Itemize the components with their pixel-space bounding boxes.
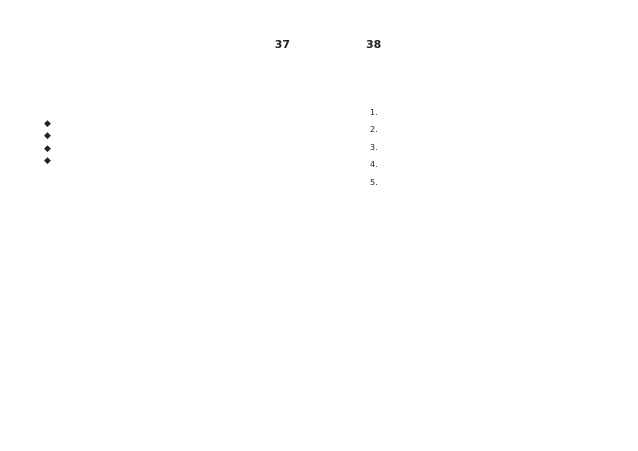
right-numbered-list bbox=[346, 107, 614, 189]
left-paragraph-2 bbox=[24, 79, 292, 91]
right-page-body bbox=[346, 66, 614, 232]
right-paragraph-5 bbox=[346, 207, 614, 219]
list-number: 5. bbox=[370, 177, 378, 187]
left-bullet-item-3 bbox=[44, 143, 292, 155]
left-paragraph-3 bbox=[24, 92, 292, 104]
right-paragraph-3 bbox=[346, 92, 614, 104]
list-number: 4. bbox=[370, 160, 378, 170]
left-page-header bbox=[24, 38, 292, 56]
right-list-item-4 bbox=[370, 159, 614, 171]
right-list-item-2 bbox=[370, 124, 614, 136]
right-page bbox=[346, 38, 614, 438]
left-bullet-item-2 bbox=[44, 130, 292, 142]
right-page-header bbox=[346, 38, 614, 56]
list-number: 2. bbox=[370, 125, 378, 135]
left-paragraph-1 bbox=[24, 66, 292, 78]
right-paragraph-4 bbox=[346, 194, 614, 206]
left-paragraph-5 bbox=[24, 168, 292, 180]
right-page-number: 38 bbox=[366, 38, 382, 51]
right-paragraph-6 bbox=[346, 220, 614, 232]
diamond-bullet-icon: ◆ bbox=[44, 156, 51, 167]
left-bullet-list bbox=[24, 118, 292, 168]
diamond-bullet-icon: ◆ bbox=[44, 131, 51, 142]
left-page-body bbox=[24, 66, 292, 180]
right-list-item-1 bbox=[370, 107, 614, 119]
diamond-bullet-icon: ◆ bbox=[44, 143, 51, 154]
list-number: 1. bbox=[370, 108, 378, 117]
diamond-bullet-icon: ◆ bbox=[44, 119, 51, 129]
right-paragraph-1 bbox=[346, 66, 614, 78]
left-page bbox=[24, 38, 292, 438]
list-number: 3. bbox=[370, 142, 378, 152]
left-bullet-item-1 bbox=[44, 118, 292, 130]
right-paragraph-2 bbox=[346, 79, 614, 91]
left-bullet-item-4 bbox=[44, 155, 292, 167]
left-page-number: 37 bbox=[274, 38, 290, 51]
right-list-item-3 bbox=[370, 142, 614, 154]
right-list-item-5 bbox=[370, 177, 614, 189]
left-paragraph-4 bbox=[24, 105, 292, 117]
